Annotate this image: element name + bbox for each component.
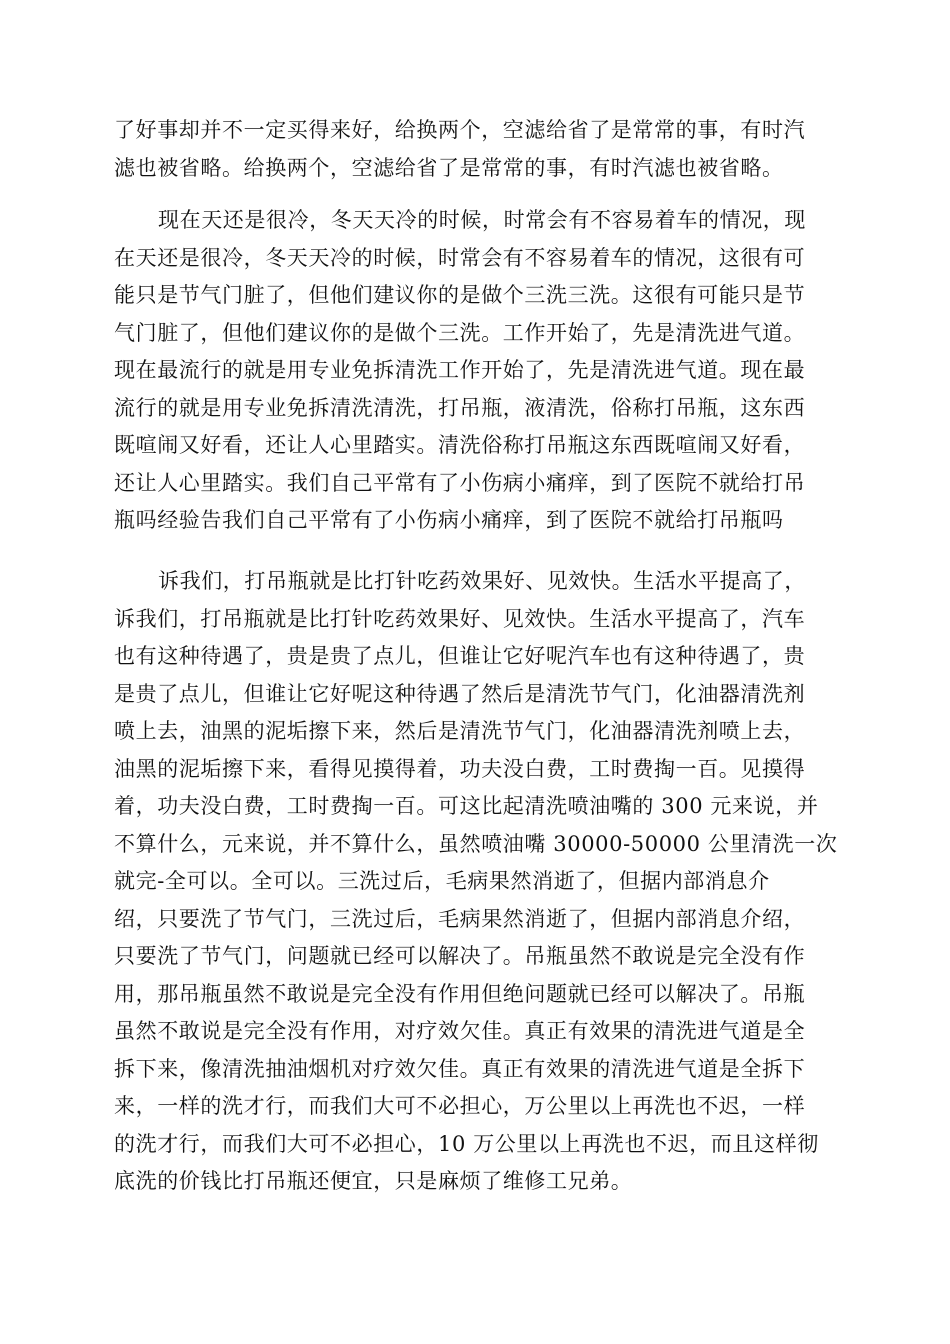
text-line: 诉我们，打吊瓶就是比打针吃药效果好、见效快。生活水平提高了，汽车 bbox=[114, 606, 806, 631]
text-line: 也有这种待遇了，贵是贵了点儿，但谁让它好呢汽车也有这种待遇了，贵 bbox=[114, 644, 806, 668]
text-line: 绍，只要洗了节气门，三洗过后，毛病果然消逝了，但据内部消息介绍， bbox=[114, 906, 806, 931]
text-line: 不算什么，元来说，并不算什么，虽然喷油嘴 30000-50000 公里清洗一次 bbox=[114, 831, 838, 856]
text-line: 既喧闹又好看，还让人心里踏实。清洗俗称打吊瓶这东西既喧闹又好看， bbox=[114, 433, 806, 457]
text-line: 能只是节气门脏了，但他们建议你的是做个三洗三洗。这很有可能只是节 bbox=[114, 283, 806, 307]
text-line: 喷上去，油黑的泥垢擦下来，然后是清洗节气门，化油器清洗剂喷上去， bbox=[114, 719, 806, 743]
text-line: 虽然不敢说是完全没有作用，对疗效欠佳。真正有效果的清洗进气道是全 bbox=[114, 1019, 806, 1043]
text-line: 拆下来，像清洗抽油烟机对疗效欠佳。真正有效果的清洗进气道是全拆下 bbox=[114, 1056, 806, 1081]
text-line: 流行的就是用专业免拆清洗清洗，打吊瓶，液清洗，俗称打吊瓶，这东西 bbox=[114, 395, 806, 420]
text-line: 气门脏了，但他们建议你的是做个三洗。工作开始了，先是清洗进气道。 bbox=[114, 320, 806, 345]
text-line: 用，那吊瓶虽然不敢说是完全没有作用但绝问题就已经可以解决了。吊瓶 bbox=[114, 981, 806, 1006]
text-line: 油黑的泥垢擦下来，看得见摸得着，功夫没白费，工时费掏一百。见摸得 bbox=[114, 756, 806, 781]
text-line: 滤也被省略。给换两个，空滤给省了是常常的事，有时汽滤也被省略。 bbox=[114, 155, 784, 180]
text-line: 着，功夫没白费，工时费掏一百。可这比起清洗喷油嘴的 300 元来说，并 bbox=[114, 794, 819, 818]
text-line: 了好事却并不一定买得来好，给换两个，空滤给省了是常常的事，有时汽 bbox=[114, 118, 806, 142]
text-line: 来，一样的洗才行，而我们大可不必担心，万公里以上再洗也不迟，一样 bbox=[114, 1094, 806, 1118]
text-line: 现在最流行的就是用专业免拆清洗工作开始了，先是清洗进气道。现在最 bbox=[114, 358, 806, 382]
text-line: 底洗的价钱比打吊瓶还便宜，只是麻烦了维修工兄弟。 bbox=[114, 1169, 633, 1193]
text-line: 就完-全可以。全可以。三洗过后，毛病果然消逝了，但据内部消息介 bbox=[114, 869, 770, 893]
text-line: 诉我们，打吊瓶就是比打针吃药效果好、见效快。生活水平提高了， bbox=[158, 569, 806, 593]
text-line: 瓶吗经验告我们自己平常有了小伤病小痛痒，到了医院不就给打吊瓶吗 bbox=[114, 508, 784, 532]
paragraph-2 bbox=[114, 202, 840, 540]
text-line: 是贵了点儿，但谁让它好呢这种待遇了然后是清洗节气门，化油器清洗剂 bbox=[114, 681, 806, 706]
text-line: 现在天还是很冷，冬天天冷的时候，时常会有不容易着车的情况，现 bbox=[158, 208, 806, 232]
text-line: 的洗才行，而我们大可不必担心，10 万公里以上再洗也不迟，而且这样彻 bbox=[114, 1131, 819, 1156]
text-line: 只要洗了节气门，问题就已经可以解决了。吊瓶虽然不敢说是完全没有作 bbox=[114, 944, 806, 968]
paragraph-1 bbox=[114, 112, 840, 187]
text-line: 在天还是很冷，冬天天冷的时候，时常会有不容易着车的情况，这很有可 bbox=[114, 245, 806, 270]
paragraph-3 bbox=[114, 563, 840, 1201]
text-line: 还让人心里踏实。我们自己平常有了小伤病小痛痒，到了医院不就给打吊 bbox=[114, 470, 806, 495]
